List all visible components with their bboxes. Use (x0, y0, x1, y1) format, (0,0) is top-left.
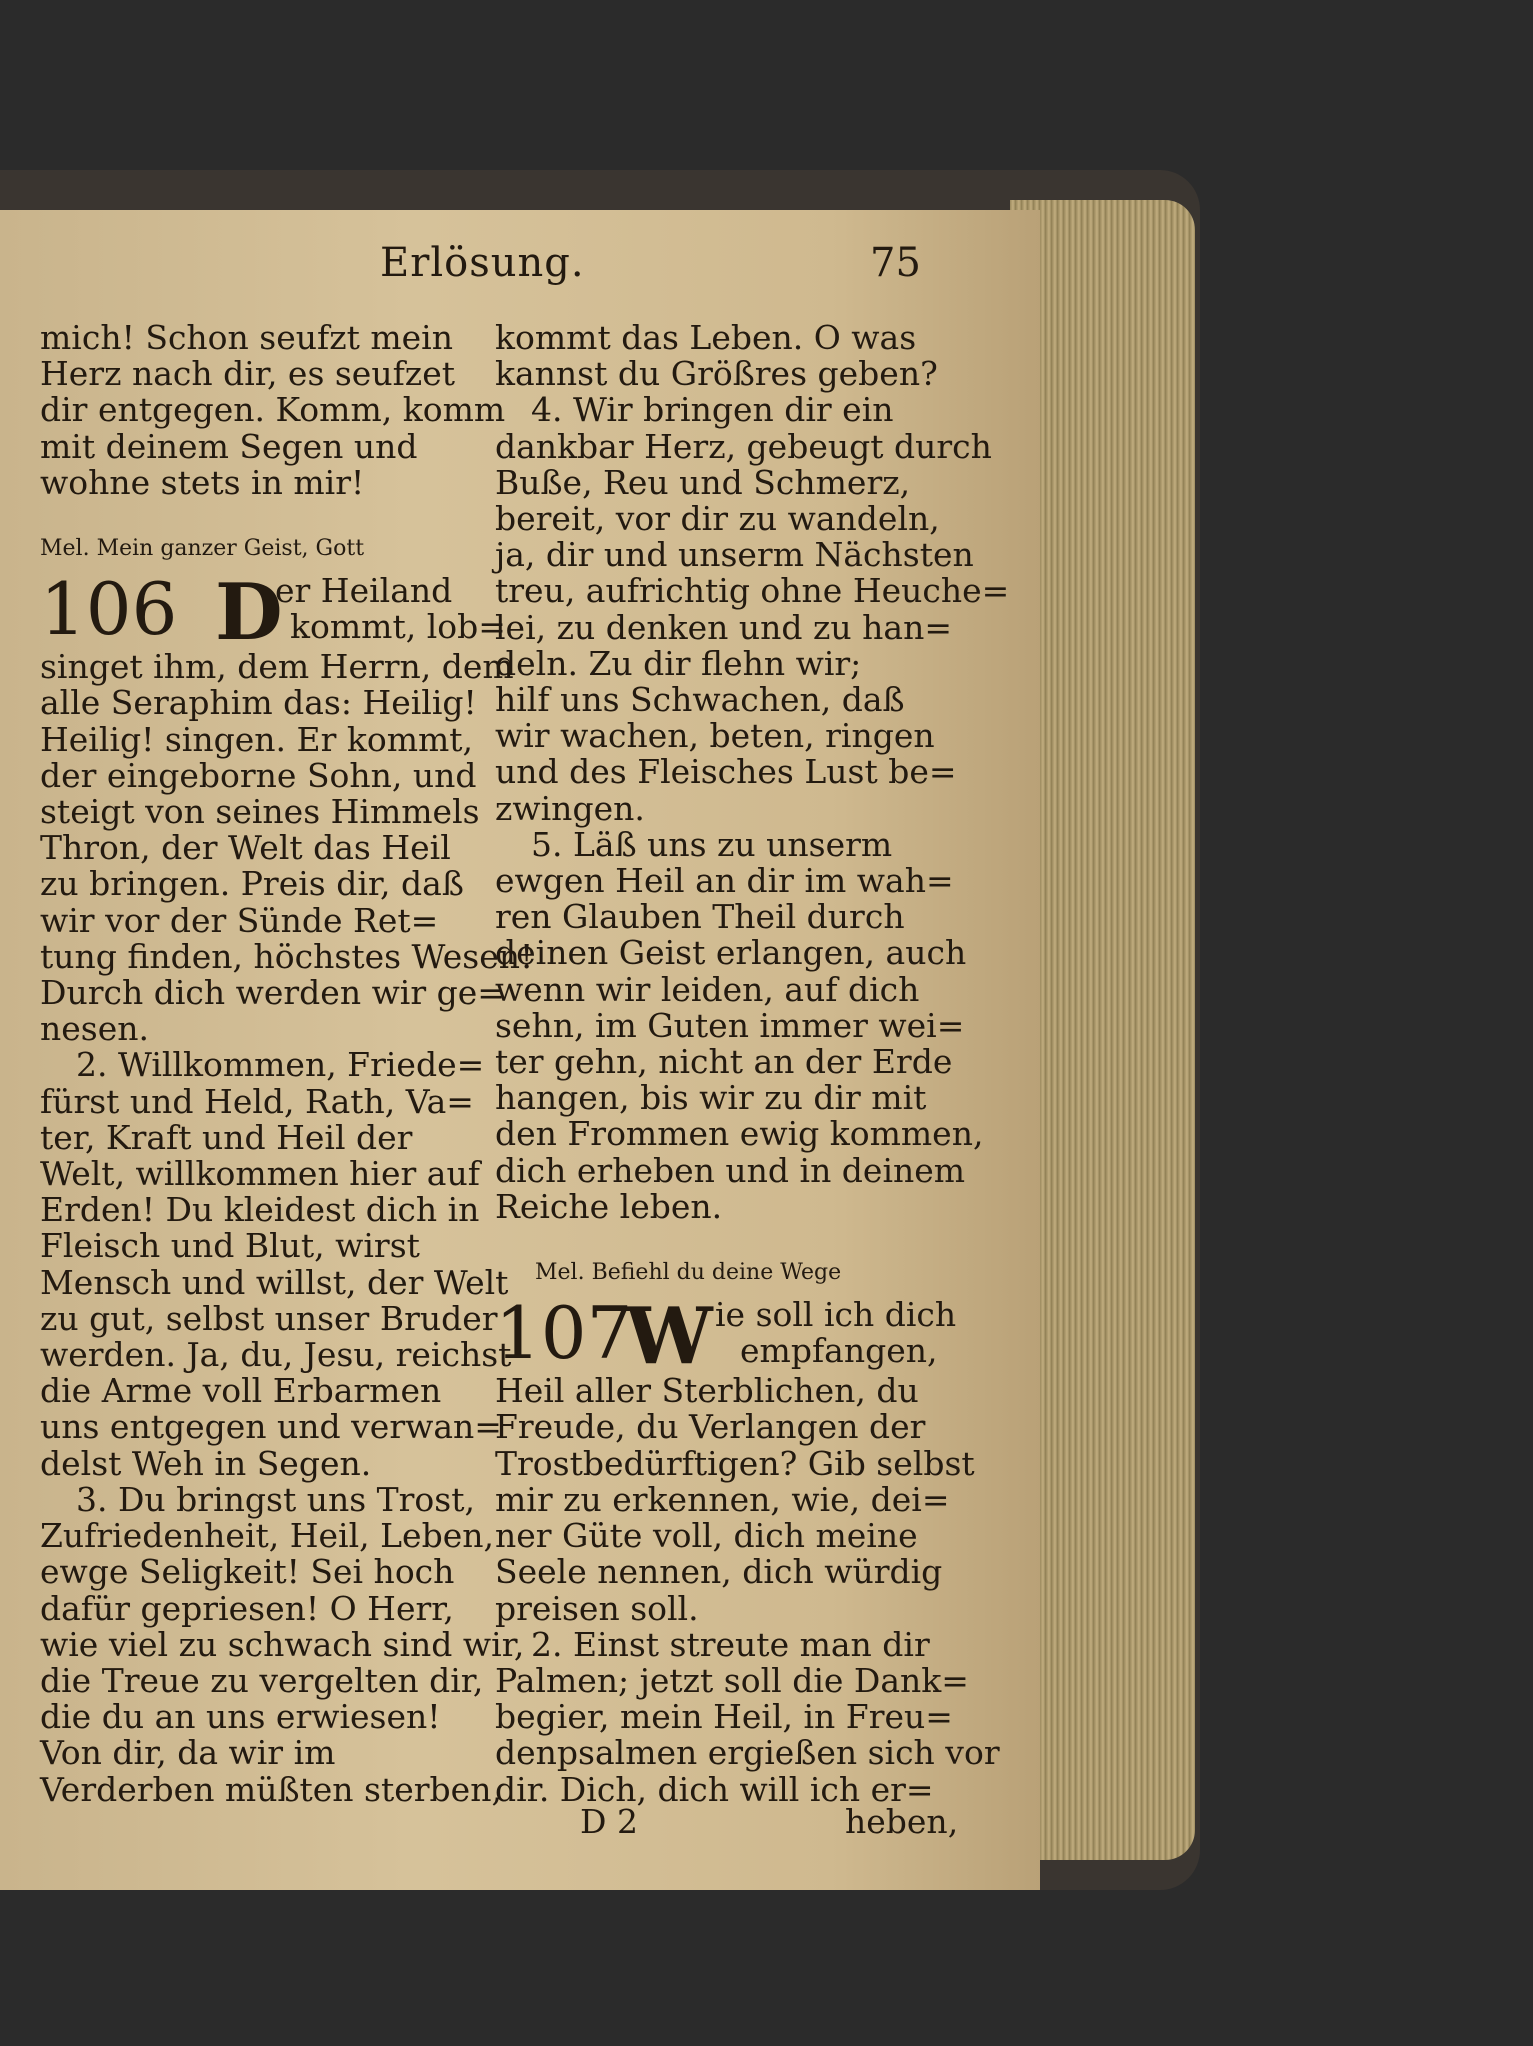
text-line: kommt das Leben. O was (495, 318, 917, 357)
verse-line: Buße, Reu und Schmerz, (495, 462, 911, 502)
text-line: der eingeborne Sohn, und (40, 755, 477, 795)
verse-line: Fleisch und Blut, wirst (40, 1226, 420, 1266)
verse-line: dir. Dich, dich will ich er= (495, 1769, 934, 1809)
verse-line: ter gehn, nicht an der Erde (495, 1042, 953, 1082)
text-line: alle Seraphim das: Heilig! (40, 683, 477, 723)
verse-line: bereit, vor dir zu wandeln, (495, 499, 940, 539)
verse-line: die Arme voll Erbarmen (40, 1371, 442, 1411)
right-column (495, 318, 1010, 1809)
verse-line: deln. Zu dir flehn wir; (495, 643, 862, 683)
hymn-106-opening (40, 567, 506, 659)
verse-line: lei, zu denken und zu han= (495, 607, 953, 647)
verse-line: hilf uns Schwachen, daß (495, 680, 905, 720)
text-line: Trostbedürftigen? Gib selbst (495, 1443, 975, 1483)
verse-line: uns entgegen und verwan= (40, 1407, 502, 1447)
verse-line: Mensch und willst, der Welt (40, 1262, 509, 1302)
verse-line: sehn, im Guten immer wei= (495, 1005, 965, 1045)
text-line: singet ihm, dem Herrn, dem (40, 647, 514, 687)
text-line: Thron, der Welt das Heil (40, 828, 451, 868)
page-number: 75 (870, 240, 921, 286)
verse-line: 4. Wir bringen dir ein (531, 390, 894, 430)
verse-line: die du an uns erwiesen! (40, 1697, 441, 1737)
signature-mark: D 2 (580, 1802, 638, 1841)
verse-line: zu gut, selbst unser Bruder (40, 1298, 498, 1338)
verse-line: fürst und Held, Rath, Va= (40, 1081, 474, 1121)
verse-line: denpsalmen ergießen sich vor (495, 1733, 1000, 1773)
text-line: kannst du Größres geben? (495, 354, 938, 394)
verse-line: Zufriedenheit, Heil, Leben, (40, 1516, 494, 1556)
text-line: mich! Schon seufzt mein (40, 318, 453, 357)
left-column (40, 318, 534, 1809)
verse-line: 5. Läß uns zu unserm (531, 824, 893, 864)
text-line: Durch dich werden wir ge= (40, 973, 505, 1013)
text-line: Heilig! singen. Er kommt, (40, 719, 474, 759)
verse-line: die Treue zu vergelten dir, (40, 1660, 484, 1700)
verse-line: wir wachen, beten, ringen (495, 716, 935, 756)
verse-line: delst Weh in Segen. (40, 1443, 372, 1483)
verse-line: ewgen Heil an dir im wah= (495, 861, 954, 901)
verse-line: begier, mein Heil, in Freu= (495, 1697, 953, 1737)
drop-cap: W (625, 1291, 713, 1383)
verse-line: hangen, bis wir zu dir mit (495, 1078, 927, 1118)
hymn-107-opening (495, 1291, 957, 1383)
text-line: mit deinem Segen und (40, 426, 418, 466)
verse-line: den Frommen ewig kommen, (495, 1114, 984, 1154)
text-line: wir vor der Sünde Ret= (40, 900, 439, 940)
verse-line: treu, aufrichtig ohne Heuche= (495, 571, 1010, 611)
verse-line: zwingen. (495, 788, 645, 828)
verse-line: Palmen; jetzt soll die Dank= (495, 1660, 969, 1700)
verse-line: Erden! Du kleidest dich in (40, 1190, 480, 1230)
verse-line: ja, dir und unserm Nächsten (495, 535, 974, 575)
text-line: preisen soll. (495, 1588, 699, 1628)
verse-line: deinen Geist erlangen, auch (495, 933, 967, 973)
verse-line: Reiche leben. (495, 1186, 723, 1226)
verse-line: 2. Willkommen, Friede= (76, 1045, 485, 1085)
book-page (0, 210, 1040, 1890)
verse-line: 2. Einst streute man dir (531, 1624, 930, 1664)
text-line: er Heiland (275, 571, 453, 611)
melody-note: Mel. Befiehl du deine Wege (535, 1260, 842, 1286)
catchword: heben, (845, 1802, 959, 1841)
verse-line: Verderben müßten sterben, (40, 1769, 502, 1809)
verse-line: Von dir, da wir im (40, 1733, 336, 1773)
drop-cap: D (215, 567, 283, 659)
verse-line: werden. Ja, du, Jesu, reichst (40, 1335, 512, 1375)
verse-line: und des Fleisches Lust be= (495, 752, 957, 792)
verse-line: wenn wir leiden, auf dich (495, 969, 920, 1009)
text-line: Freude, du Verlangen der (495, 1407, 926, 1447)
text-line: mir zu erkennen, wie, dei= (495, 1479, 950, 1519)
text-line: Heil aller Sterblichen, du (495, 1371, 919, 1411)
text-line: kommt, lob= (290, 607, 506, 647)
verse-line: dafür gepriesen! O Herr, (40, 1588, 454, 1628)
text-line: steigt von seines Himmels (40, 792, 480, 832)
text-line: zu bringen. Preis dir, daß (40, 864, 464, 904)
text-line: empfangen, (740, 1331, 938, 1371)
text-line: tung finden, höchstes Wesen! (40, 936, 534, 976)
verse-line: wie viel zu schwach sind wir, (40, 1624, 525, 1664)
verse-line: ewge Seligkeit! Sei hoch (40, 1552, 455, 1592)
text-line: wohne stets in mir! (40, 462, 365, 502)
verse-line: dich erheben und in deinem (495, 1150, 966, 1190)
melody-note: Mel. Mein ganzer Geist, Gott (40, 536, 365, 562)
verse-line: ren Glauben Theil durch (495, 897, 905, 937)
text-line: ie soll ich dich (715, 1295, 957, 1335)
verse-line: ter, Kraft und Heil der (40, 1117, 413, 1157)
text-line: nesen. (40, 1009, 149, 1049)
verse-line: dankbar Herz, gebeugt durch (495, 426, 992, 466)
text-line: Seele nennen, dich würdig (495, 1552, 943, 1592)
text-line: Herz nach dir, es seufzet (40, 354, 455, 394)
text-line: ner Güte voll, dich meine (495, 1516, 918, 1556)
hymn-number: 107 (495, 1291, 633, 1376)
text-line: dir entgegen. Komm, komm (40, 390, 506, 430)
running-title: Erlösung. (380, 240, 585, 286)
hymn-number: 106 (40, 567, 178, 652)
verse-line: Welt, willkommen hier auf (40, 1154, 480, 1194)
verse-line: 3. Du bringst uns Trost, (76, 1479, 475, 1519)
